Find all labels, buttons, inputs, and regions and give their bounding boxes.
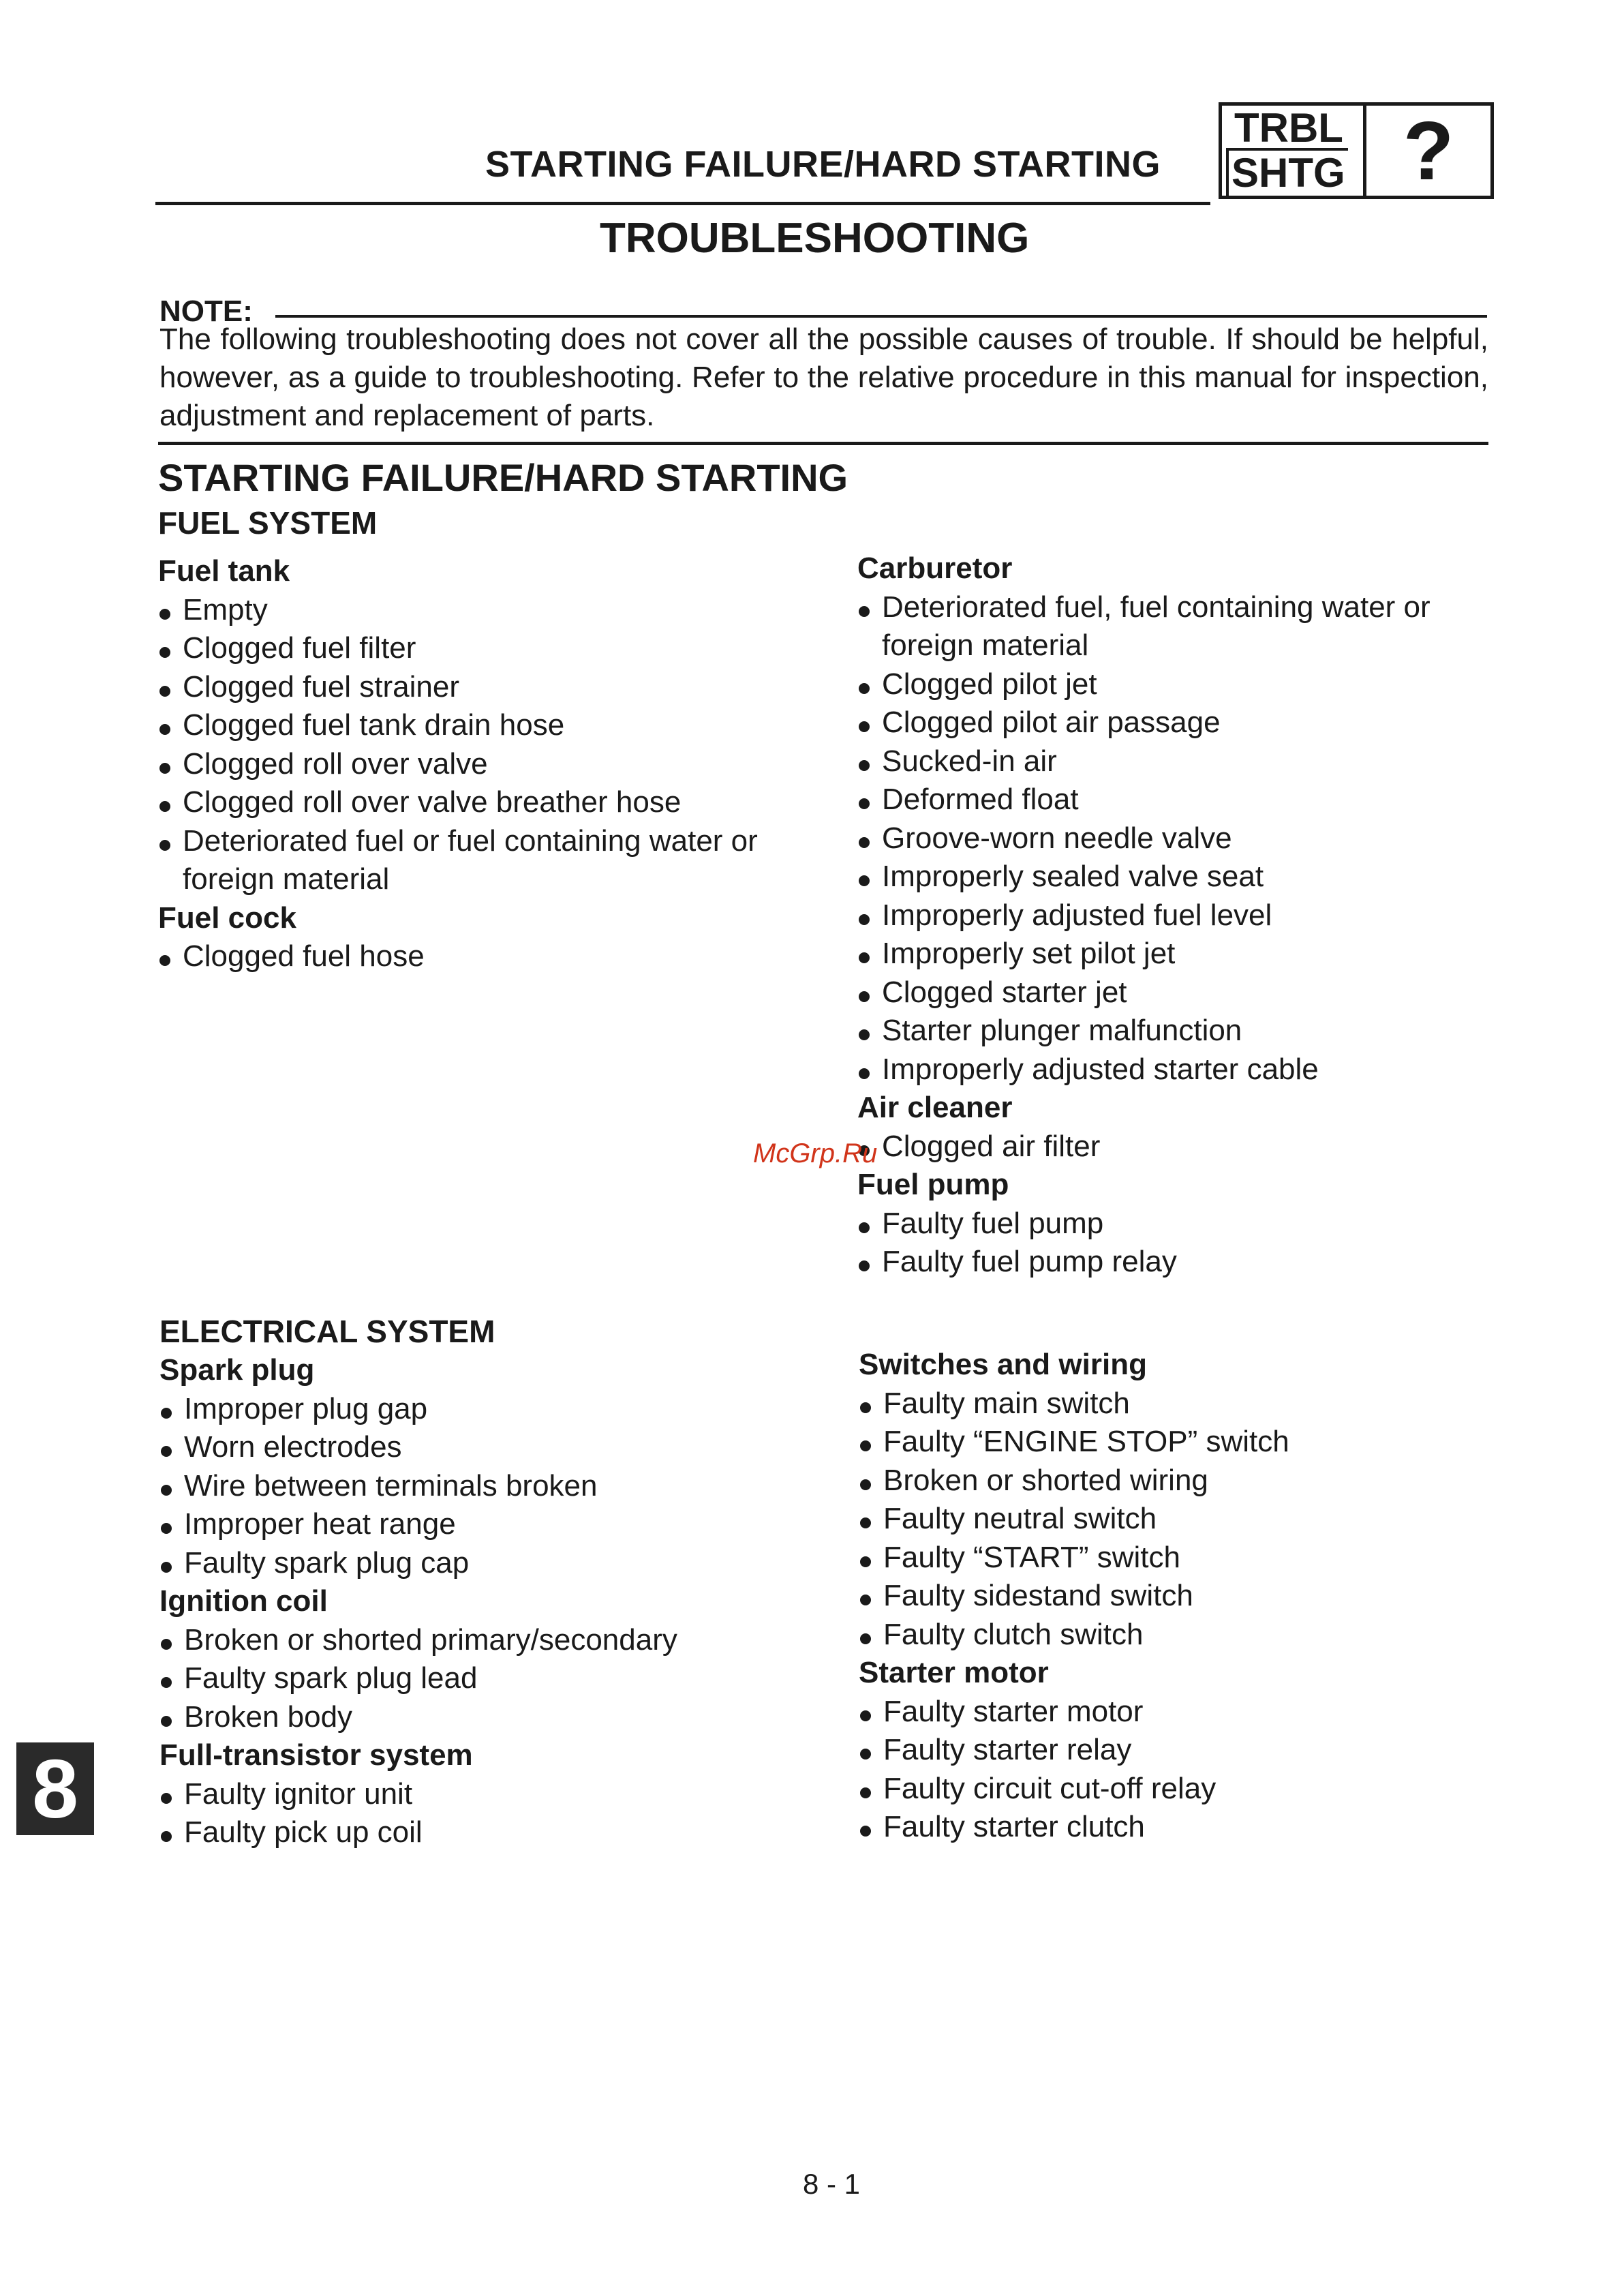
fuel-right-column [857, 549, 1498, 1282]
list-item [857, 819, 1498, 858]
group-title: Fuel tank [158, 554, 290, 588]
section-badge [1219, 102, 1494, 199]
bullet-icon [161, 1831, 172, 1842]
badge-line1: TRBL [1234, 105, 1343, 151]
list-item-text: Clogged starter jet [882, 975, 1127, 1009]
list-item-text: Broken or shorted wiring [883, 1463, 1208, 1497]
list-item [857, 781, 1498, 819]
bullet-icon [859, 798, 870, 809]
group-title: Switches and wiring [859, 1348, 1147, 1381]
bullet-icon [161, 1562, 172, 1573]
list-item [859, 1693, 1499, 1732]
bullet-icon [860, 1710, 871, 1721]
list-item [857, 896, 1498, 935]
chapter-tab-number: 8 [32, 1742, 78, 1835]
list-item-text: Deformed float [882, 783, 1079, 816]
list-item [857, 1012, 1498, 1051]
list-item [857, 588, 1498, 665]
bullet-icon [859, 952, 870, 963]
list-item [857, 858, 1498, 896]
bullet-icon [859, 721, 870, 732]
header-title: STARTING FAILURE/HARD STARTING [485, 144, 1161, 185]
list-item [859, 1731, 1499, 1770]
list-item-text: Faulty sidestand switch [883, 1579, 1193, 1612]
bullet-icon [859, 1260, 870, 1271]
list-item [159, 1467, 841, 1506]
list-item-text: Deteriorated fuel or fuel containing water or foreign material [183, 824, 758, 896]
list-item-text: Faulty neutral switch [883, 1502, 1157, 1535]
list-item-text: Starter plunger malfunction [882, 1014, 1242, 1047]
list-item-text: Clogged fuel tank drain hose [183, 708, 565, 742]
bullet-icon [859, 875, 870, 886]
list-item-text: Broken or shorted primary/secondary [184, 1622, 677, 1657]
list-item [857, 1051, 1498, 1089]
group-title: Air cleaner [857, 1091, 1013, 1124]
group-title: Carburetor [857, 552, 1013, 585]
bullet-icon [161, 1677, 172, 1688]
bullet-icon [860, 1826, 871, 1837]
list-item-text: Clogged fuel hose [183, 939, 425, 973]
list-item [159, 1505, 841, 1544]
bullet-icon [860, 1595, 871, 1605]
bullet-icon [159, 840, 170, 851]
list-item [859, 1423, 1499, 1462]
question-icon: ? [1403, 104, 1454, 197]
list-item-text: Improper heat range [184, 1507, 456, 1541]
list-item [859, 1385, 1499, 1423]
header-rule [155, 202, 1210, 205]
list-item [158, 745, 840, 784]
bullet-icon [161, 1523, 172, 1534]
bullet-icon [159, 686, 170, 697]
bullet-icon [159, 647, 170, 658]
bullet-icon [859, 606, 870, 617]
list-item-text: Deteriorated fuel, fuel containing water or foreign material [882, 590, 1430, 662]
badge-line2: SHTG [1226, 148, 1348, 198]
page-title: TROUBLESHOOTING [600, 215, 1030, 262]
list-item [158, 591, 840, 630]
list-item-text: Clogged fuel filter [183, 631, 416, 665]
list-item [859, 1462, 1499, 1500]
list-item [859, 1616, 1499, 1655]
bullet-icon [161, 1639, 172, 1650]
list-item-text: Faulty starter motor [883, 1694, 1144, 1728]
list-item [857, 665, 1498, 704]
group-title: Fuel pump [857, 1168, 1009, 1201]
bullet-icon [159, 609, 170, 620]
list-item-text: Faulty starter clutch [883, 1810, 1145, 1843]
list-item-text: Faulty fuel pump relay [882, 1245, 1177, 1278]
note-label: NOTE: [159, 294, 253, 328]
bullet-icon [860, 1402, 871, 1413]
list-item-text: Improperly sealed valve seat [882, 860, 1264, 893]
list-item-text: Clogged roll over valve [183, 746, 488, 781]
list-item-text: Groove-worn needle valve [882, 821, 1232, 855]
page-number: 8 - 1 [803, 2168, 861, 2200]
electrical-system-heading: ELECTRICAL SYSTEM [159, 1314, 495, 1349]
watermark: McGrp.Ru [753, 1138, 878, 1168]
list-item-text: Faulty main switch [883, 1386, 1130, 1420]
list-item-text: Clogged roll over valve breather hose [183, 785, 682, 819]
bullet-icon [860, 1556, 871, 1567]
bullet-icon [159, 763, 170, 774]
list-item [158, 937, 840, 976]
fuel-left-column [158, 552, 840, 976]
list-item [159, 1698, 841, 1737]
list-item-text: Worn electrodes [184, 1430, 402, 1464]
bullet-icon [859, 1068, 870, 1079]
list-item [857, 704, 1498, 742]
bullet-icon [161, 1485, 172, 1496]
list-item-text: Faulty “ENGINE STOP” switch [883, 1425, 1289, 1458]
bullet-icon [161, 1716, 172, 1727]
list-item [158, 668, 840, 707]
list-item [159, 1390, 841, 1429]
list-item [857, 935, 1498, 973]
bullet-icon [860, 1440, 871, 1451]
group-title: Starter motor [859, 1656, 1049, 1689]
list-item [159, 1428, 841, 1467]
list-item-text: Faulty ignitor unit [184, 1777, 413, 1811]
list-item [158, 822, 840, 899]
fuel-system-heading: FUEL SYSTEM [158, 505, 378, 541]
list-item-text: Faulty pick up coil [184, 1815, 423, 1849]
list-item-text: Faulty circuit cut-off relay [883, 1771, 1216, 1805]
section-heading: STARTING FAILURE/HARD STARTING [158, 456, 848, 499]
list-item-text: Wire between terminals broken [184, 1468, 598, 1502]
list-item [859, 1500, 1499, 1539]
bullet-icon [859, 1029, 870, 1040]
list-item [159, 1813, 841, 1852]
electrical-right-column [859, 1346, 1499, 1847]
electrical-left-column [159, 1351, 841, 1852]
group-title: Fuel cock [158, 901, 296, 935]
bullet-icon [859, 914, 870, 925]
bullet-icon [859, 837, 870, 848]
list-item-text: Improperly adjusted starter cable [882, 1052, 1319, 1086]
bullet-icon [859, 991, 870, 1002]
bullet-icon [859, 760, 870, 771]
bullet-icon [860, 1749, 871, 1759]
list-item [859, 1539, 1499, 1577]
list-item [857, 1205, 1498, 1243]
chapter-tab [16, 1742, 94, 1835]
bullet-icon [161, 1408, 172, 1419]
list-item [857, 742, 1498, 781]
bullet-icon [159, 955, 170, 966]
note-rule-bottom [158, 442, 1488, 445]
list-item [859, 1577, 1499, 1616]
list-item [158, 783, 840, 822]
group-title: Ignition coil [159, 1584, 328, 1618]
list-item-text: Faulty spark plug lead [184, 1661, 478, 1695]
list-item [857, 1243, 1498, 1282]
bullet-icon [860, 1787, 871, 1798]
list-item-text: Faulty starter relay [883, 1733, 1132, 1766]
list-item-text: Faulty “START” switch [883, 1540, 1180, 1574]
list-item-text: Sucked-in air [882, 744, 1057, 778]
list-item-text: Faulty fuel pump [882, 1206, 1104, 1240]
bullet-icon [161, 1793, 172, 1804]
list-item [158, 629, 840, 668]
list-item-text: Improperly set pilot jet [882, 937, 1176, 970]
list-item-text: Improperly adjusted fuel level [882, 898, 1272, 932]
list-item [159, 1544, 841, 1583]
bullet-icon [159, 724, 170, 735]
badge-text-box [1222, 106, 1366, 196]
list-item-text: Improper plug gap [184, 1391, 428, 1425]
list-item-text: Empty [183, 592, 268, 626]
bullet-icon [860, 1633, 871, 1644]
bullet-icon [860, 1517, 871, 1528]
list-item-text: Clogged pilot air passage [882, 706, 1221, 739]
list-item-text: Faulty spark plug cap [184, 1545, 470, 1580]
list-item [159, 1659, 841, 1698]
note-rule [275, 315, 1487, 318]
list-item-text: Clogged pilot jet [882, 667, 1097, 701]
group-title: Spark plug [159, 1353, 315, 1387]
bullet-icon [161, 1446, 172, 1457]
list-item-text: Broken body [184, 1700, 353, 1734]
list-item [859, 1808, 1499, 1847]
list-item-text: Faulty clutch switch [883, 1617, 1144, 1651]
bullet-icon [159, 801, 170, 812]
list-item [158, 706, 840, 745]
bullet-icon [859, 1222, 870, 1233]
list-item [857, 1128, 1498, 1166]
note-body: The following troubleshooting does not cover all the possible causes of trouble. If should be helpful, however, as a guide to troubleshooting. Refer to the relative procedure in this manual for inspection, adjustment and replacement of parts. [159, 322, 1488, 432]
list-item [159, 1621, 841, 1660]
list-item [859, 1770, 1499, 1809]
bullet-icon [860, 1479, 871, 1490]
bullet-icon [859, 683, 870, 694]
group-title: Full-transistor system [159, 1738, 473, 1772]
list-item [159, 1775, 841, 1814]
list-item [857, 973, 1498, 1012]
list-item-text: Clogged air filter [882, 1129, 1101, 1163]
list-item-text: Clogged fuel strainer [183, 669, 460, 704]
